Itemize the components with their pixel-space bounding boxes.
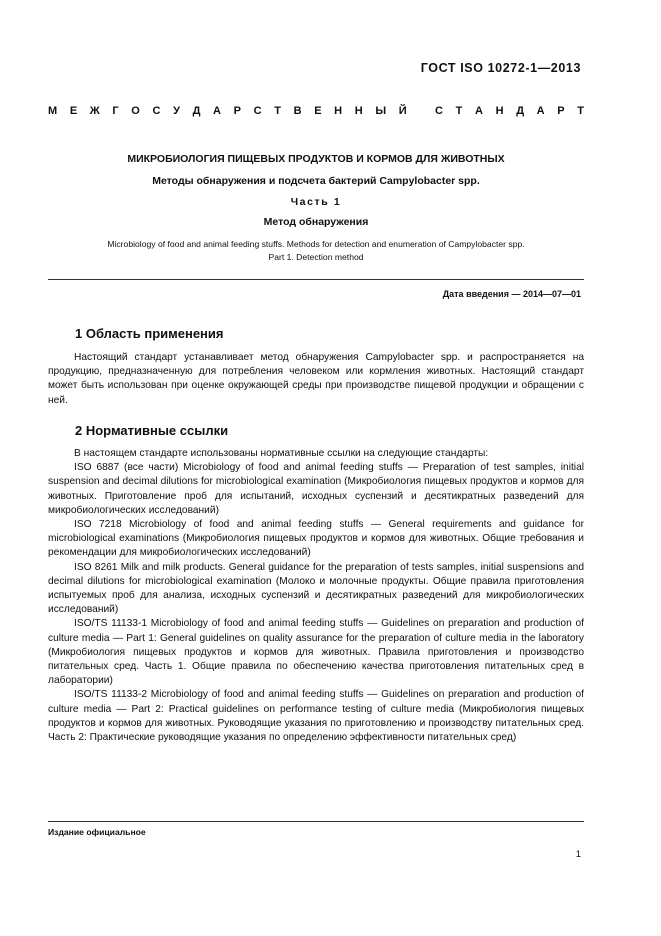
banner-letter: Р [557,105,565,117]
english-title-line: Microbiology of food and animal feeding stuffs. Methods for detection and enumeration of Campylobacter spp. [107,239,525,249]
banner-letter: Ы [375,105,387,117]
banner-letter: С [435,105,443,117]
standard-title: МИКРОБИОЛОГИЯ ПИЩЕВЫХ ПРОДУКТОВ И КОРМОВ ДЛЯ ЖИВОТНЫХ [127,153,505,165]
banner-letter: Н [334,105,343,117]
part-title: Метод обнаружения [263,216,369,228]
banner-letter [419,105,422,117]
english-title [48,238,584,264]
reference-item: ISO 6887 (все части) Microbiology of food and animal feeding stuffs — Preparation of test samples, initial suspension and decimal dilutions for microbiological examination (Микробиология пищевых продуктов и кормов для животных. Приготовление проб для испытаний, исходных суспензий и десятикратных разведений для микробиологических исследований) [48,462,584,516]
part-number: Часть 1 [290,196,342,208]
document-code: ГОСТ ISO 10272-1—2013 [420,61,581,75]
banner-letter: Р [233,105,241,117]
section-body-scope [48,351,584,408]
banner-letter: Н [354,105,363,117]
banner-letter: А [213,105,221,117]
banner-letter: Т [274,105,281,117]
banner-letter: Е [69,105,78,117]
banner-letter: М [48,105,58,117]
official-edition-label: Издание официальное [48,827,146,837]
banner-letter: У [173,105,180,117]
banner-letter: О [131,105,140,117]
reference-item: ISO 7218 Microbiology of food and animal feeding stuffs — General requirements and guidance for microbiological examinations (Микробиология пищевых продуктов и кормов для животных. Общие требования и рекомендации для микробиологических исследований) [48,519,584,559]
interstate-standard-banner [48,105,584,117]
reference-item: ISO/TS 11133-1 Microbiology of food and animal feeding stuffs — Guidelines on preparation and production of culture media — Part 1: General guidelines on quality assurance for the preparation of culture media in the laboratory (Микробиология пищевых продуктов и кормов для животных. Правила приготовления и производство питательных сред. Часть 1. Общие правила по обеспечению качества приготовления питательных сред в лаборатории) [48,618,584,687]
banner-letter: Й [398,105,407,117]
section-body-normative-references [48,447,584,745]
standard-subtitle: Методы обнаружения и подсчета бактерий Campylobacter spp. [152,175,480,187]
footer-divider [48,821,584,822]
banner-letter: Д [192,105,201,117]
paragraph: Настоящий стандарт устанавливает метод обнаружения Campylobacter spp. и распространяется на продукцию, предназначенную для потребления человеком или кормления животных. Настоящий стандарт может быть использован при оценке окружающей среды при производстве пищевой продукции и обращении с ней. [48,352,584,406]
introduction-date: Дата введения — 2014—07—01 [442,289,581,299]
banner-letter: Т [577,105,584,117]
banner-letter: С [253,105,262,117]
paragraph: В настоящем стандарте использованы нормативные ссылки на следующие стандарты: [74,448,489,459]
banner-letter: Е [314,105,322,117]
english-title-line: Part 1. Detection method [268,252,364,262]
banner-letter: Т [455,105,463,117]
banner-letter: А [536,105,545,117]
banner-letter: Д [516,105,525,117]
section-heading-scope: 1 Область применения [75,326,224,341]
banner-letter: Г [112,105,119,117]
page-number: 1 [575,849,581,860]
reference-item: ISO/TS 11133-2 Microbiology of food and animal feeding stuffs — Guidelines on preparation and production of culture media — Part 2: Practical guidelines on performance testing of culture media (Микробиология пищевых продуктов и кормов для животных. Руководящие указания по приготовлению и производству питательных сред. Часть 2: Практические руководящие указания по определению эффективности питательных сред) [48,689,584,744]
banner-letter: Ж [89,105,100,117]
divider [48,279,584,280]
reference-item: ISO 8261 Milk and milk products. General guidance for the preparation of tests samples, initial suspensions and decimal dilutions for microbiological examination (Молоко и молочные продукты. Общие правила приготовления испытуемых проб для анализа, исходных суспензий и десятикратных разведений для микробиологических исследований) [48,561,584,616]
banner-letter: С [152,105,161,117]
banner-letter: А [475,105,483,117]
banner-letter: В [293,105,302,117]
section-heading-normative-references: 2 Нормативные ссылки [75,423,229,438]
banner-letter: Н [495,105,504,117]
